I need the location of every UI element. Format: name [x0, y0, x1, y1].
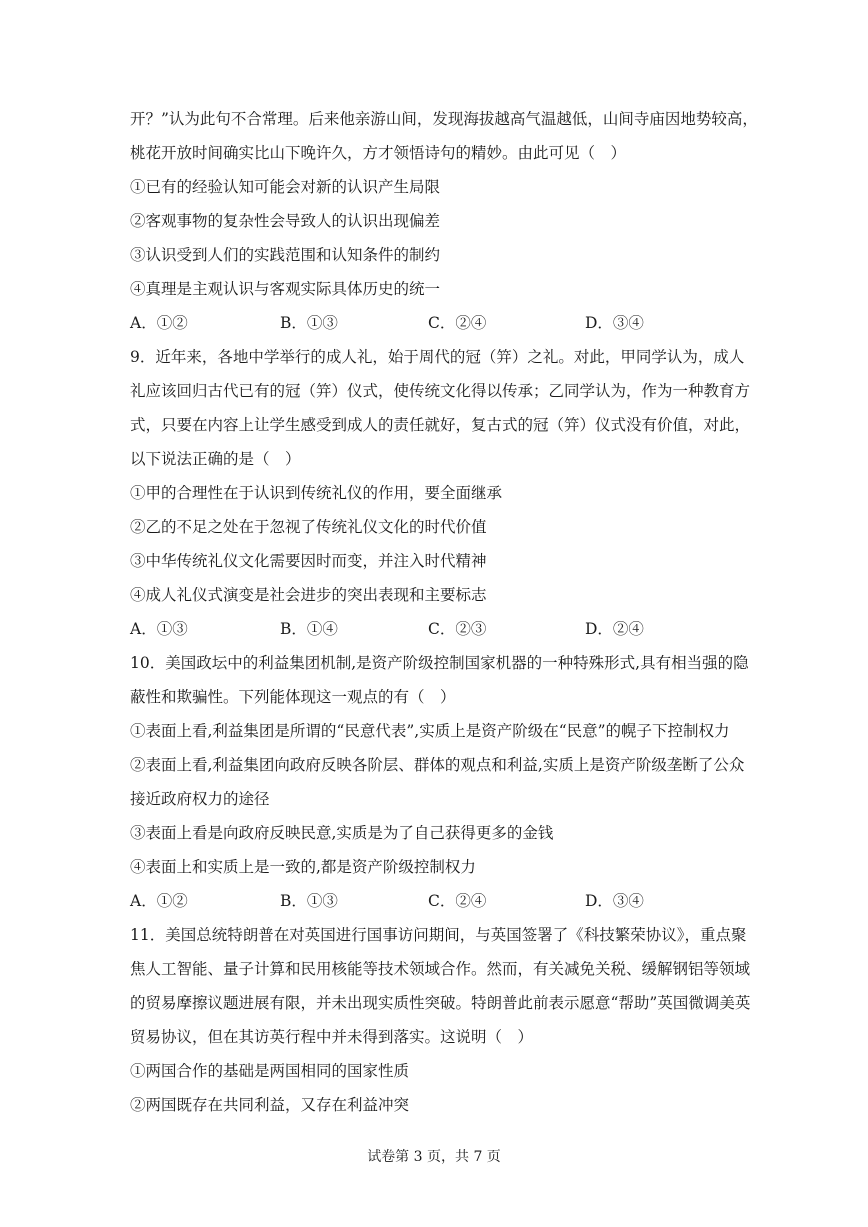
question-10-option: ③表面上看是向政府反映民意,实质是为了自己获得更多的金钱: [130, 824, 554, 842]
question-10: [130, 646, 770, 918]
question-10-option-continuation: 接近政府权力的途径: [130, 790, 270, 808]
question-8: [130, 102, 770, 340]
question-11-stem-line: 焦人工智能、量子计算和民用核能等技术领域合作。然而，有关减免关税、缓解钢铝等领域: [130, 960, 751, 978]
question-10-option: ②表面上看,利益集团向政府反映各阶层、群体的观点和利益,实质上是资产阶级垄断了公众: [130, 756, 745, 774]
choice-c: C．②③: [428, 620, 487, 638]
choice-c: C．②④: [428, 892, 487, 910]
question-10-stem-line: 蔽性和欺骗性。下列能体现这一观点的有（ ）: [130, 688, 456, 706]
choice-d: D．③④: [585, 314, 644, 332]
question-8-choices: [130, 306, 770, 340]
question-8-stem-line: 桃花开放时间确实比山下晚许久，方才领悟诗句的精妙。由此可见（ ）: [130, 144, 627, 162]
question-10-stem-line: 10．美国政坛中的利益集团机制,是资产阶级控制国家机器的一种特殊形式,具有相当强的隐: [130, 654, 749, 672]
question-9-stem-line: 式，只要在内容上让学生感受到成人的责任就好，复古式的冠（笄）仪式没有价值，对此，: [130, 416, 751, 434]
question-9-option: ①甲的合理性在于认识到传统礼仪的作用，要全面继承: [130, 484, 503, 502]
question-11-stem-line: 贸易协议，但在其访英行程中并未得到落实。这说明（ ）: [130, 1028, 534, 1046]
question-9-stem-line: 以下说法正确的是（ ）: [130, 450, 301, 468]
choice-a: A．①③: [130, 620, 188, 638]
question-8-option: ③认识受到人们的实践范围和认知条件的制约: [130, 246, 441, 264]
question-8-option: ②客观事物的复杂性会导致人的认识出现偏差: [130, 212, 441, 230]
choice-d: D．③④: [585, 892, 644, 910]
question-9-option: ②乙的不足之处在于忽视了传统礼仪文化的时代价值: [130, 518, 487, 536]
question-10-choices: [130, 884, 770, 918]
choice-c: C．②④: [428, 314, 487, 332]
question-9-stem-line: 9．近年来，各地中学举行的成人礼，始于周代的冠（笄）之礼。对此，甲同学认为，成人: [130, 348, 745, 366]
page-footer: 试卷第 3 页，共 7 页: [367, 1149, 501, 1165]
question-9-option: ④成人礼仪式演变是社会进步的突出表现和主要标志: [130, 586, 487, 604]
choice-b: B．①④: [280, 620, 338, 638]
question-9-option: ③中华传统礼仪文化需要因时而变，并注入时代精神: [130, 552, 487, 570]
question-10-option: ④表面上和实质上是一致的,都是资产阶级控制权力: [130, 858, 476, 876]
question-11-option: ②两国既存在共同利益，又存在利益冲突: [130, 1096, 410, 1114]
question-11-option: ①两国合作的基础是两国相同的国家性质: [130, 1062, 410, 1080]
question-8-option: ④真理是主观认识与客观实际具体历史的统一: [130, 280, 441, 298]
question-11: [130, 918, 770, 1122]
question-9: [130, 340, 770, 646]
choice-b: B．①③: [280, 314, 338, 332]
choice-a: A．①②: [130, 892, 188, 910]
choice-a: A．①②: [130, 314, 188, 332]
question-8-stem-line: 开？”认为此句不合常理。后来他亲游山间，发现海拔越高气温越低，山间寺庙因地势较高，: [130, 110, 758, 128]
question-8-option: ①已有的经验认知可能会对新的认识产生局限: [130, 178, 441, 196]
choice-d: D．②④: [585, 620, 644, 638]
question-9-choices: [130, 612, 770, 646]
question-content: [130, 102, 770, 1122]
question-11-stem-line: 11．美国总统特朗普在对英国进行国事访问期间，与英国签署了《科技繁荣协议》，重点聚: [130, 926, 747, 944]
question-10-option: ①表面上看,利益集团是所谓的“民意代表”,实质上是资产阶级在“民意”的幌子下控制权力: [130, 722, 730, 740]
question-11-stem-line: 的贸易摩擦议题进展有限，并未出现实质性突破。特朗普此前表示愿意“帮助”英国微调美英: [130, 994, 751, 1012]
choice-b: B．①③: [280, 892, 338, 910]
question-9-stem-line: 礼应该回归古代已有的冠（笄）仪式，使传统文化得以传承；乙同学认为，作为一种教育方: [130, 382, 751, 400]
